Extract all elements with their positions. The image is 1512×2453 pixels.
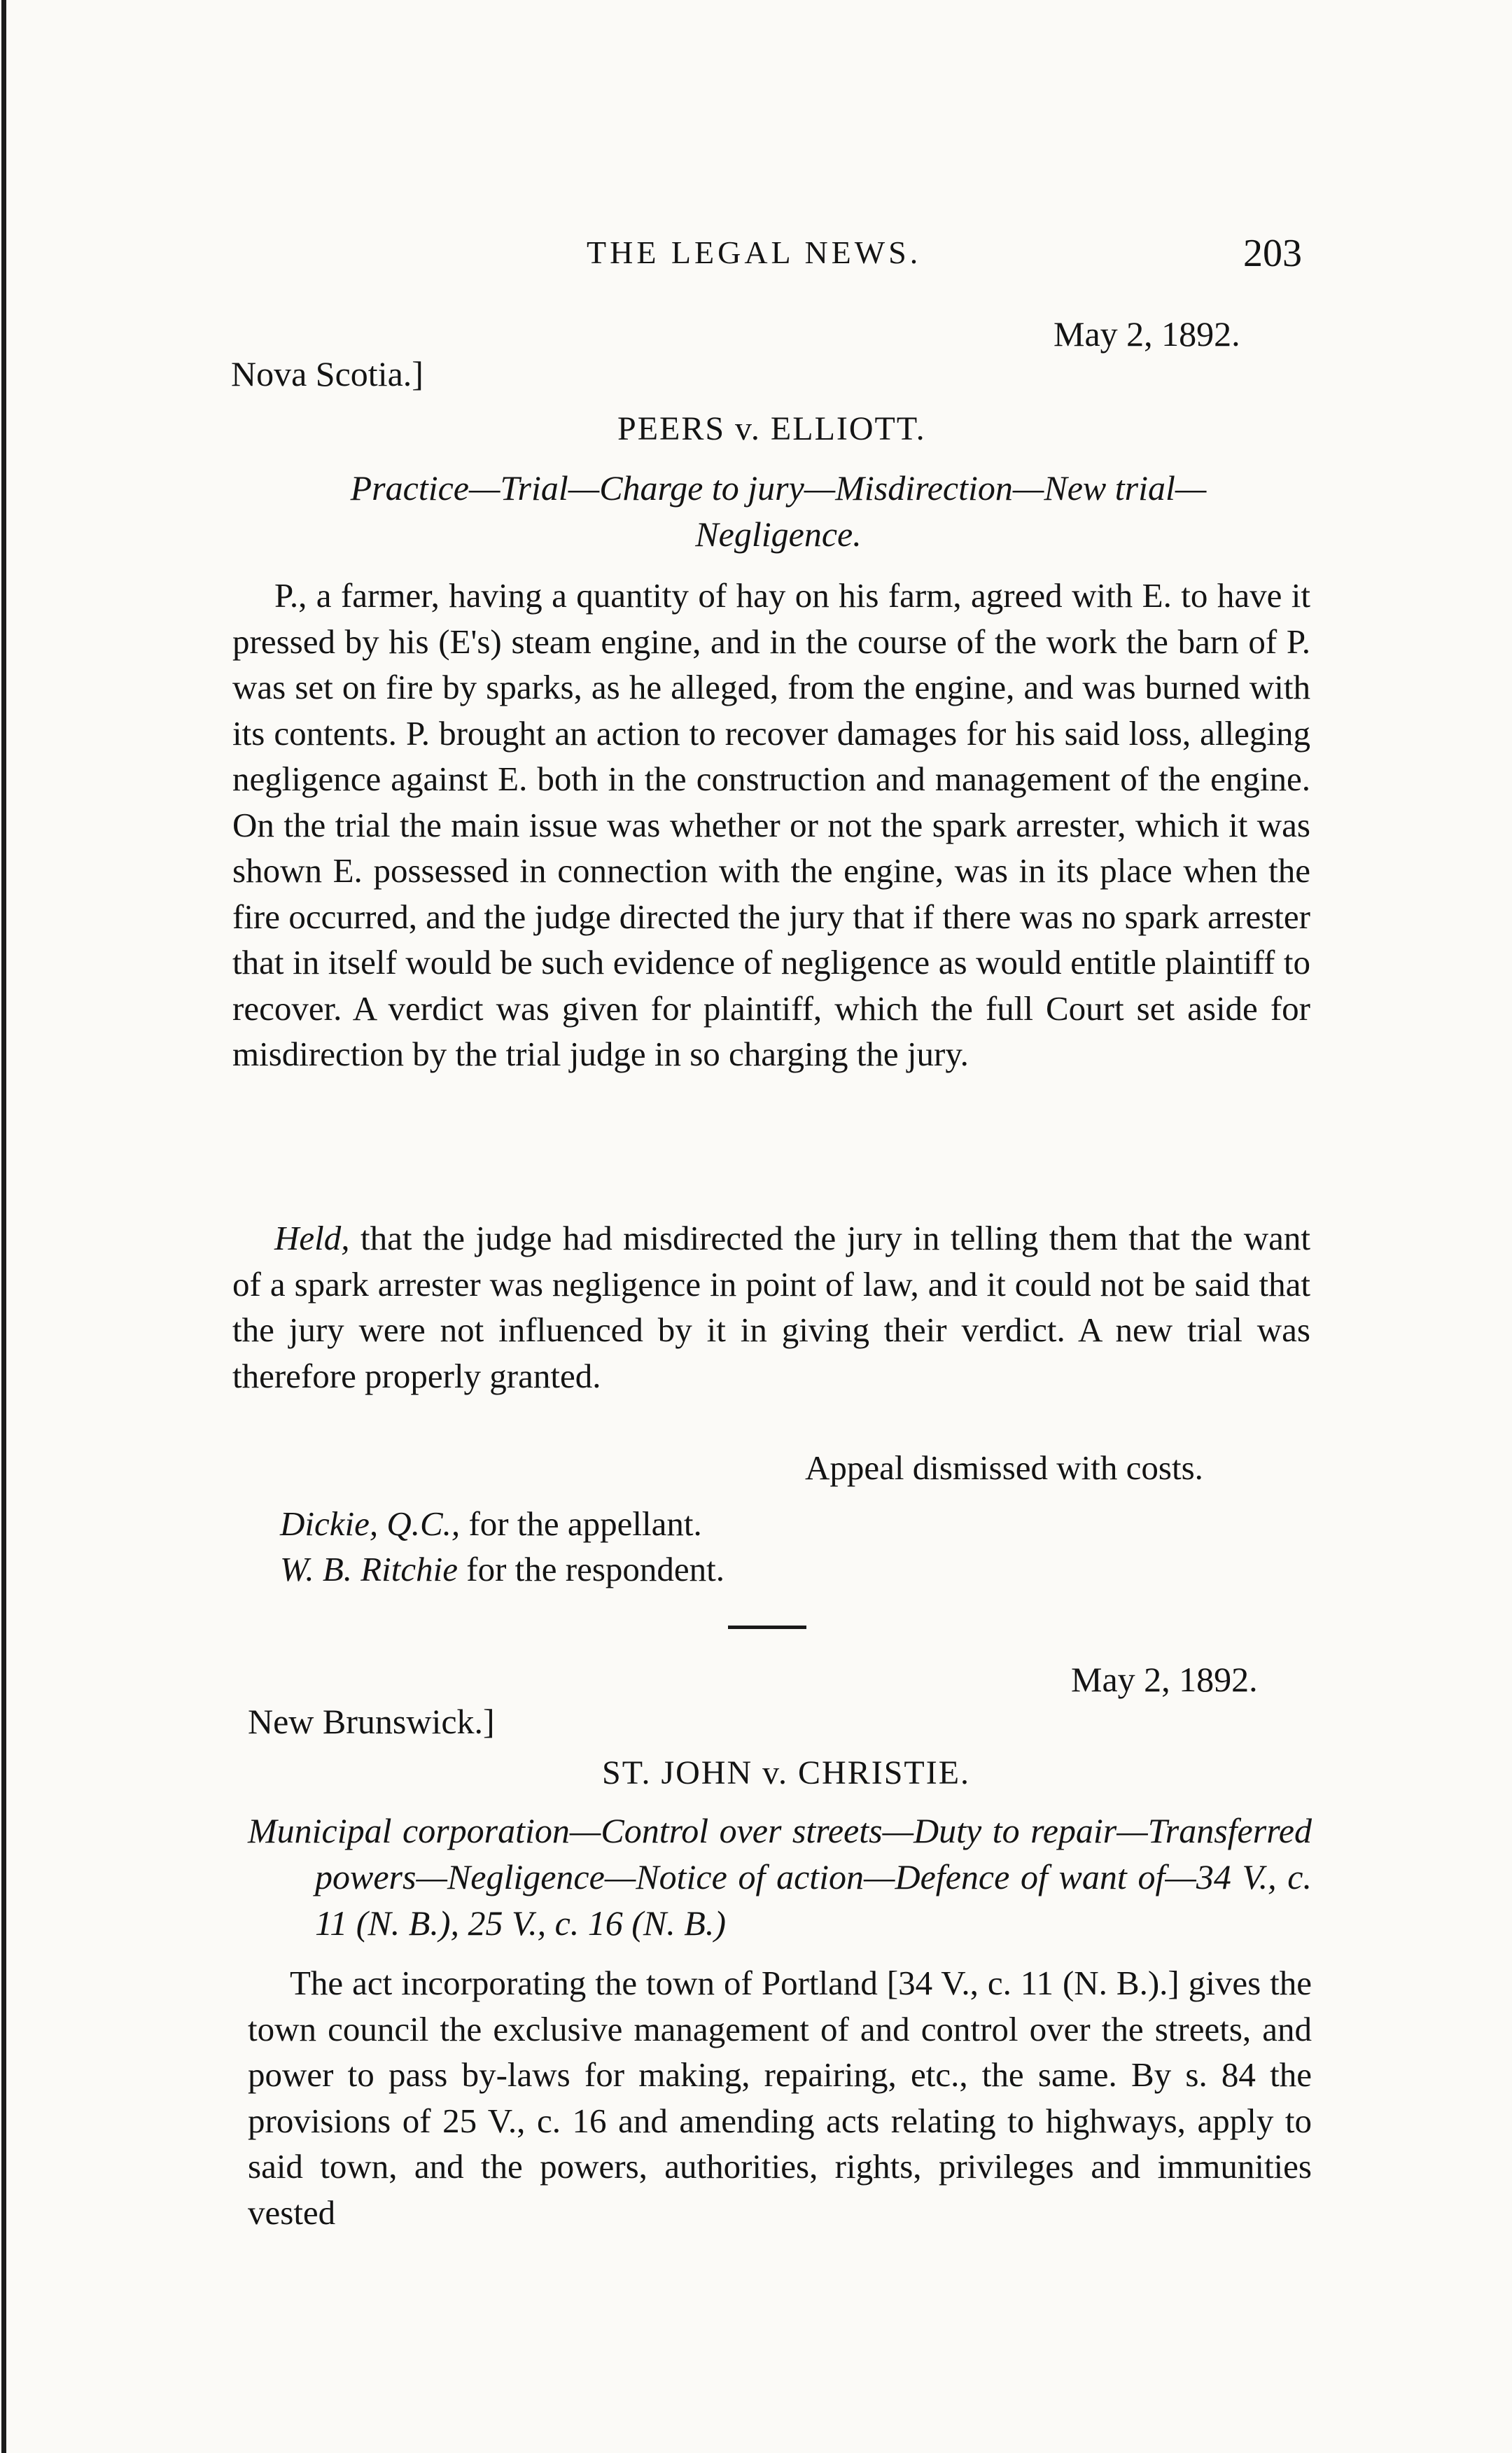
counsel-role: for the respondent. [458,1550,725,1588]
case-title: PEERS v. ELLIOTT. [617,410,926,447]
page-number: 203 [1243,232,1302,275]
counsel-line [280,1504,702,1544]
case-date: May 2, 1892. [1054,314,1240,354]
case-headnote: Municipal corporation—Control over streets—Duty to repair—Transferred powers—Negligence—Notice of action—Defence of want of—34 V., c. 11 (N. B.), 25 V., c. 16 (N. B.) [248,1811,1312,1943]
case-facts-paragraph: P., a farmer, having a quantity of hay on his farm, agreed with E. to have it pressed by his (E's) steam engine, and in the course of the work the barn of P. was set on fire by sparks, as he alleged, from the engine, and was burned with its contents. P. brought an action to recover damages for his said loss, alleging negligence against E. both in the construction and management of the engine. On the trial the main issue was whether or not the spark arrester, which it was shown E. possessed in connection with the engine, was in its place when the fire occurred, and the judge directed the jury that if there was no spark arrester that in itself would be such evidence of negligence as would entitle plaintiff to recover. A verdict was given for plaintiff, which the full Court set aside for misdirection by the trial judge in so charging the jury. [232,576,1310,1073]
counsel-role: for the appellant. [460,1504,702,1543]
counsel-name: W. B. Ritchie [280,1550,458,1588]
counsel-name: Dickie, Q.C., [280,1504,461,1543]
case-facts-paragraph: The act incorporating the town of Portland [34 V., c. 11 (N. B.).] gives the town council the exclusive management of and control over the streets, and power to pass by-laws for making, repairing, etc., the same. By s. 84 the provisions of 25 V., c. 16 and amending acts relating to highways, apply to said town, and the powers, authorities, rights, privileges and immunities vested [248,1964,1312,2232]
case-headnote: Practice—Trial—Charge to jury—Misdirection—New trial—Negligence. [350,468,1207,554]
running-title: THE LEGAL NEWS. [587,235,922,270]
held-label: Held, [274,1219,350,1257]
court-label: New Brunswick.] [248,1702,495,1741]
court-label: Nova Scotia.] [231,354,424,393]
case-disposition: Appeal dismissed with costs. [805,1448,1203,1487]
held-text: that the judge had misdirected the jury in telling them that the want of a spark arrester was negligence in point of law, and it could not be said that the jury were not influenced by it in giving their verdict. A new trial was therefore properly granted. [232,1219,1310,1395]
running-head [0,231,1512,280]
section-divider [728,1626,806,1629]
held-paragraph [232,1215,1310,1399]
case-title: ST. JOHN v. CHRISTIE. [602,1754,971,1791]
case-date: May 2, 1892. [1071,1660,1258,1699]
counsel-line [280,1549,724,1589]
